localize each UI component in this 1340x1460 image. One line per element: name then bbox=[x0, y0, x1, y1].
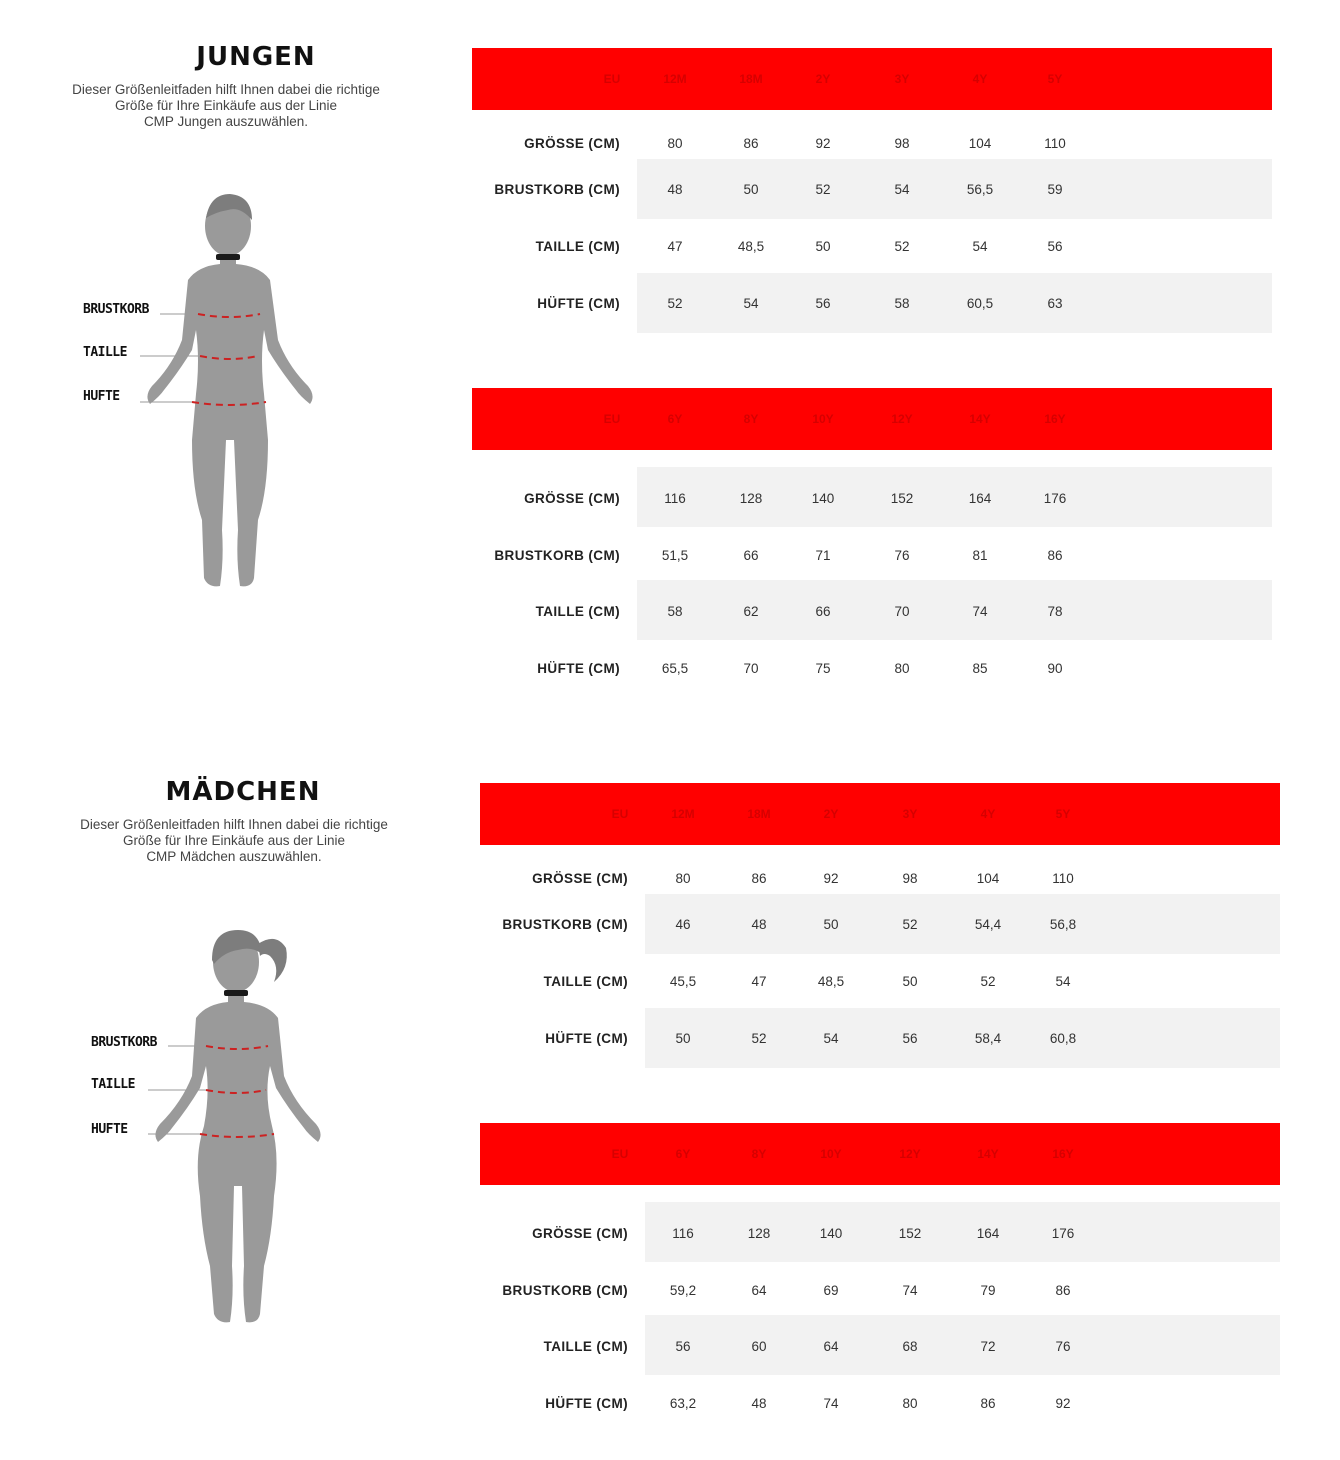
table-cell: 140 bbox=[811, 491, 835, 506]
header-cell-size: 3Y bbox=[902, 807, 918, 821]
table-cell: 50 bbox=[902, 974, 918, 989]
table-cell: 76 bbox=[1055, 1339, 1071, 1354]
header-cell-size: 3Y bbox=[894, 72, 910, 86]
header-cell-size: 10Y bbox=[812, 412, 834, 426]
header-cell-eu: EU bbox=[603, 412, 621, 426]
table-header bbox=[472, 48, 1272, 110]
table-cell: 46 bbox=[675, 917, 691, 932]
table-header bbox=[480, 783, 1280, 845]
table-cell: 64 bbox=[823, 1339, 839, 1354]
table-cell: 48 bbox=[751, 917, 767, 932]
table-cell: 48 bbox=[667, 182, 683, 197]
header-cell-size: 8Y bbox=[751, 1147, 767, 1161]
table-cell: 56 bbox=[1047, 239, 1063, 254]
table-cell: 48,5 bbox=[817, 974, 845, 989]
table-cell: 80 bbox=[894, 661, 910, 676]
table-cell: 60,8 bbox=[1049, 1031, 1077, 1046]
table-cell: 59 bbox=[1047, 182, 1063, 197]
table-cell: 74 bbox=[823, 1396, 839, 1411]
row-label: TAILLE (CM) bbox=[543, 1339, 628, 1354]
boy-silhouette-icon bbox=[140, 190, 320, 590]
figure-label-taille: TAILLE bbox=[83, 345, 127, 360]
section-title-jungen: JUNGEN bbox=[196, 42, 316, 72]
table-cell: 90 bbox=[1047, 661, 1063, 676]
row-label: BRUSTKORB (CM) bbox=[494, 548, 620, 563]
table-cell: 164 bbox=[976, 1226, 1000, 1241]
header-cell-size: 5Y bbox=[1047, 72, 1063, 86]
figure-label-taille: TAILLE bbox=[91, 1077, 135, 1092]
table-cell: 47 bbox=[667, 239, 683, 254]
table-cell: 52 bbox=[980, 974, 996, 989]
table-cell: 63,2 bbox=[669, 1396, 697, 1411]
table-cell: 85 bbox=[972, 661, 988, 676]
table-cell: 164 bbox=[968, 491, 992, 506]
header-cell-size: 18M bbox=[739, 72, 763, 86]
table-cell: 71 bbox=[815, 548, 831, 563]
row-label: HÜFTE (CM) bbox=[537, 661, 620, 676]
table-cell: 66 bbox=[743, 548, 759, 563]
table-header bbox=[472, 388, 1272, 450]
header-cell-size: 6Y bbox=[675, 1147, 691, 1161]
header-cell-size: 12M bbox=[671, 807, 695, 821]
table-cell: 86 bbox=[980, 1396, 996, 1411]
header-cell-size: 12M bbox=[663, 72, 687, 86]
table-cell: 58,4 bbox=[974, 1031, 1002, 1046]
table-cell: 52 bbox=[902, 917, 918, 932]
table-cell: 56,5 bbox=[966, 182, 994, 197]
table-cell: 152 bbox=[898, 1226, 922, 1241]
header-cell-size: 6Y bbox=[667, 412, 683, 426]
table-cell: 75 bbox=[815, 661, 831, 676]
figure-label-brustkorb: BRUSTKORB bbox=[83, 302, 149, 317]
table-cell: 50 bbox=[823, 917, 839, 932]
table-cell: 128 bbox=[747, 1226, 771, 1241]
table-cell: 176 bbox=[1051, 1226, 1075, 1241]
table-cell: 47 bbox=[751, 974, 767, 989]
table-cell: 98 bbox=[902, 871, 918, 886]
row-label: BRUSTKORB (CM) bbox=[502, 917, 628, 932]
table-cell: 60 bbox=[751, 1339, 767, 1354]
header-cell-size: 12Y bbox=[891, 412, 913, 426]
header-cell-size: 2Y bbox=[823, 807, 839, 821]
table-cell: 50 bbox=[743, 182, 759, 197]
table-cell: 56 bbox=[815, 296, 831, 311]
header-cell-size: 4Y bbox=[980, 807, 996, 821]
table-cell: 52 bbox=[667, 296, 683, 311]
table-cell: 51,5 bbox=[661, 548, 689, 563]
table-cell: 56 bbox=[902, 1031, 918, 1046]
section-title-maedchen: MÄDCHEN bbox=[165, 777, 321, 807]
row-label: GRÖSSE (CM) bbox=[524, 136, 620, 151]
girl-silhouette-icon bbox=[148, 926, 328, 1326]
table-cell: 60,5 bbox=[966, 296, 994, 311]
figure-label-hufte: HUFTE bbox=[83, 389, 120, 404]
table-cell: 74 bbox=[902, 1283, 918, 1298]
header-cell-size: 16Y bbox=[1052, 1147, 1074, 1161]
table-cell: 74 bbox=[972, 604, 988, 619]
table-cell: 54 bbox=[894, 182, 910, 197]
table-cell: 56,8 bbox=[1049, 917, 1077, 932]
table-cell: 98 bbox=[894, 136, 910, 151]
row-label: GRÖSSE (CM) bbox=[524, 491, 620, 506]
table-cell: 58 bbox=[667, 604, 683, 619]
table-cell: 86 bbox=[743, 136, 759, 151]
header-cell-eu: EU bbox=[603, 72, 621, 86]
table-cell: 116 bbox=[664, 491, 686, 506]
table-cell: 86 bbox=[1047, 548, 1063, 563]
table-cell: 70 bbox=[894, 604, 910, 619]
header-cell-size: 14Y bbox=[969, 412, 991, 426]
row-label: TAILLE (CM) bbox=[535, 604, 620, 619]
table-cell: 59,2 bbox=[669, 1283, 697, 1298]
row-label: GRÖSSE (CM) bbox=[532, 1226, 628, 1241]
size-table-jungen-2 bbox=[472, 388, 1272, 708]
table-cell: 86 bbox=[1055, 1283, 1071, 1298]
header-cell-size: 2Y bbox=[815, 72, 831, 86]
table-cell: 54,4 bbox=[974, 917, 1002, 932]
table-header bbox=[480, 1123, 1280, 1185]
table-cell: 110 bbox=[1044, 136, 1066, 151]
table-cell: 48 bbox=[751, 1396, 767, 1411]
table-cell: 54 bbox=[743, 296, 759, 311]
header-cell-size: 16Y bbox=[1044, 412, 1066, 426]
table-cell: 52 bbox=[815, 182, 831, 197]
row-label: HÜFTE (CM) bbox=[545, 1031, 628, 1046]
row-label: HÜFTE (CM) bbox=[537, 296, 620, 311]
table-cell: 70 bbox=[743, 661, 759, 676]
table-cell: 80 bbox=[902, 1396, 918, 1411]
table-cell: 152 bbox=[890, 491, 914, 506]
header-cell-size: 5Y bbox=[1055, 807, 1071, 821]
header-cell-size: 8Y bbox=[743, 412, 759, 426]
header-cell-size: 10Y bbox=[820, 1147, 842, 1161]
table-cell: 76 bbox=[894, 548, 910, 563]
table-cell: 65,5 bbox=[661, 661, 689, 676]
header-cell-size: 18M bbox=[747, 807, 771, 821]
table-cell: 63 bbox=[1047, 296, 1063, 311]
row-label: TAILLE (CM) bbox=[535, 239, 620, 254]
table-cell: 50 bbox=[675, 1031, 691, 1046]
table-cell: 80 bbox=[675, 871, 691, 886]
table-cell: 52 bbox=[751, 1031, 767, 1046]
table-cell: 81 bbox=[972, 548, 988, 563]
table-cell: 62 bbox=[743, 604, 759, 619]
figure-label-brustkorb: BRUSTKORB bbox=[91, 1035, 157, 1050]
header-cell-size: 14Y bbox=[977, 1147, 999, 1161]
table-cell: 104 bbox=[968, 136, 992, 151]
table-cell: 110 bbox=[1052, 871, 1074, 886]
size-table-maedchen-1 bbox=[480, 783, 1280, 1083]
table-cell: 52 bbox=[894, 239, 910, 254]
size-table-jungen-1 bbox=[472, 48, 1272, 348]
table-cell: 64 bbox=[751, 1283, 767, 1298]
row-label: GRÖSSE (CM) bbox=[532, 871, 628, 886]
table-cell: 80 bbox=[667, 136, 683, 151]
table-cell: 78 bbox=[1047, 604, 1063, 619]
table-cell: 45,5 bbox=[669, 974, 697, 989]
header-cell-eu: EU bbox=[611, 807, 629, 821]
row-label: BRUSTKORB (CM) bbox=[502, 1283, 628, 1298]
row-label: BRUSTKORB (CM) bbox=[494, 182, 620, 197]
table-cell: 54 bbox=[1055, 974, 1071, 989]
table-cell: 48,5 bbox=[737, 239, 765, 254]
table-cell: 72 bbox=[980, 1339, 996, 1354]
section-description-maedchen: Dieser Größenleitfaden hilft Ihnen dabei die richtige Größe für Ihre Einkäufe aus der Linie CMP Mädchen auszuwählen. bbox=[80, 817, 388, 864]
table-cell: 68 bbox=[902, 1339, 918, 1354]
section-description-jungen: Dieser Größenleitfaden hilft Ihnen dabei die richtige Größe für Ihre Einkäufe aus der Linie CMP Jungen auszuwählen. bbox=[72, 82, 380, 129]
table-cell: 56 bbox=[675, 1339, 691, 1354]
table-cell: 140 bbox=[819, 1226, 843, 1241]
table-cell: 92 bbox=[823, 871, 839, 886]
table-cell: 54 bbox=[823, 1031, 839, 1046]
table-cell: 69 bbox=[823, 1283, 839, 1298]
table-cell: 86 bbox=[751, 871, 767, 886]
header-cell-size: 4Y bbox=[972, 72, 988, 86]
table-cell: 58 bbox=[894, 296, 910, 311]
header-cell-size: 12Y bbox=[899, 1147, 921, 1161]
table-cell: 92 bbox=[1055, 1396, 1071, 1411]
table-cell: 104 bbox=[976, 871, 1000, 886]
table-cell: 79 bbox=[980, 1283, 996, 1298]
row-label: TAILLE (CM) bbox=[543, 974, 628, 989]
row-label: HÜFTE (CM) bbox=[545, 1396, 628, 1411]
size-table-maedchen-2 bbox=[480, 1123, 1280, 1443]
table-cell: 116 bbox=[672, 1226, 694, 1241]
table-cell: 128 bbox=[739, 491, 763, 506]
table-cell: 50 bbox=[815, 239, 831, 254]
table-cell: 66 bbox=[815, 604, 831, 619]
table-cell: 92 bbox=[815, 136, 831, 151]
table-cell: 176 bbox=[1043, 491, 1067, 506]
header-cell-eu: EU bbox=[611, 1147, 629, 1161]
figure-label-hufte: HUFTE bbox=[91, 1122, 128, 1137]
table-cell: 54 bbox=[972, 239, 988, 254]
